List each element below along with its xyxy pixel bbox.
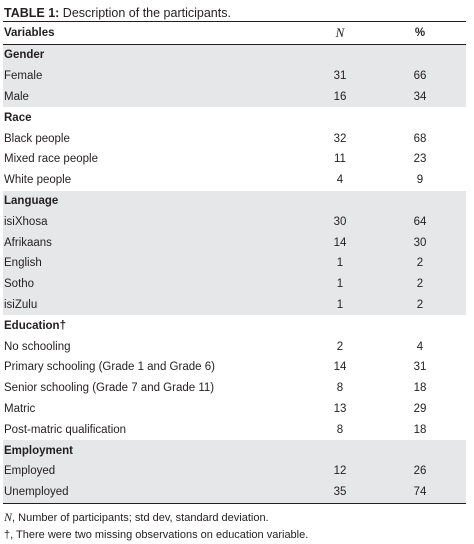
n-value: 13	[333, 402, 347, 415]
header-n	[300, 25, 380, 41]
percent-value: 64	[413, 215, 427, 228]
section-row	[3, 440, 466, 461]
section-row	[3, 107, 466, 128]
percent-value: 66	[413, 70, 427, 83]
table-row	[3, 87, 466, 108]
variable-label: English	[4, 257, 42, 270]
n-value: 31	[333, 70, 347, 83]
percent-value: 4	[416, 340, 424, 353]
variable-label: Primary schooling (Grade 1 and Grade 6)	[4, 361, 215, 374]
variable-label: Matric	[4, 402, 36, 415]
n-value: 8	[336, 382, 344, 395]
table-row	[3, 378, 466, 399]
percent-value: 23	[413, 153, 427, 166]
table-row	[3, 295, 466, 316]
table-header-row	[3, 22, 466, 45]
percent-value: 74	[413, 486, 427, 499]
percent-value: 30	[413, 236, 427, 249]
table-row	[3, 482, 466, 503]
n-value: 14	[333, 236, 347, 249]
n-value: 4	[336, 174, 344, 187]
table-caption-text: Description of the participants.	[59, 6, 231, 20]
n-value: 2	[336, 340, 344, 353]
n-value: 32	[333, 132, 347, 145]
variable-label: isiXhosa	[4, 215, 48, 228]
percent-value: 9	[416, 174, 424, 187]
percent-value: 29	[413, 402, 427, 415]
footnote-n	[4, 509, 308, 527]
table-caption-label: TABLE 1:	[4, 6, 60, 20]
table-row	[3, 253, 466, 274]
table-row	[3, 357, 466, 378]
variable-label: Black people	[4, 132, 70, 145]
percent-value: 18	[413, 423, 427, 436]
variable-label: Male	[4, 90, 29, 103]
n-value: 16	[333, 90, 347, 103]
percent-value: 18	[413, 382, 427, 395]
header-percent: %	[414, 27, 426, 39]
variable-label: No schooling	[4, 340, 71, 353]
footnote-n-text: , Number of participants; std dev, standard deviation.	[12, 512, 269, 524]
table-row	[3, 66, 466, 87]
section-label: Language	[4, 194, 59, 207]
percent-value: 34	[413, 90, 427, 103]
percent-value: 2	[416, 278, 424, 291]
section-row	[3, 191, 466, 212]
n-value: 35	[333, 486, 347, 499]
table-row	[3, 232, 466, 253]
n-value: 1	[336, 257, 344, 270]
n-value: 1	[336, 298, 344, 311]
table-row	[3, 128, 466, 149]
table-row	[3, 419, 466, 440]
variable-label: Female	[4, 70, 43, 83]
n-value: 14	[333, 361, 347, 374]
header-n-label: N	[335, 25, 345, 40]
variable-label: Afrikaans	[4, 236, 52, 249]
variable-label: Sotho	[4, 278, 35, 291]
n-value: 8	[336, 423, 344, 436]
table-row	[3, 461, 466, 482]
percent-value: 2	[416, 298, 424, 311]
table-row	[3, 399, 466, 420]
section-label: Race	[4, 111, 32, 124]
n-value: 30	[333, 215, 347, 228]
variable-label: Employed	[4, 465, 56, 478]
percent-value: 2	[416, 257, 424, 270]
variable-label: Mixed race people	[4, 153, 98, 166]
table-row	[3, 336, 466, 357]
footnote-n-symbol: N	[4, 510, 13, 524]
variable-label: White people	[4, 174, 72, 187]
table-footnotes	[4, 509, 308, 544]
table-row	[3, 274, 466, 295]
table-row	[3, 211, 466, 232]
section-row	[3, 45, 466, 66]
n-value: 12	[333, 465, 347, 478]
variable-label: Senior schooling (Grade 7 and Grade 11)	[4, 382, 215, 395]
footnote-dagger: †, There were two missing observations on education variable.	[4, 529, 309, 541]
section-label: Employment	[4, 444, 74, 457]
variable-label: Unemployed	[4, 486, 69, 499]
percent-value: 26	[413, 465, 427, 478]
section-label: Gender	[4, 49, 45, 62]
section-row	[3, 315, 466, 336]
variable-label: isiZulu	[4, 298, 38, 311]
section-label: Education†	[4, 319, 66, 332]
percent-value: 31	[413, 361, 427, 374]
n-value: 11	[334, 153, 346, 166]
participants-table	[3, 21, 466, 504]
table-body	[3, 45, 466, 503]
table-row	[3, 149, 466, 170]
table-row	[3, 170, 466, 191]
header-variables: Variables	[4, 27, 55, 39]
table-caption	[4, 5, 231, 21]
variable-label: Post-matric qualification	[4, 423, 127, 436]
n-value: 1	[336, 278, 344, 291]
percent-value: 68	[413, 132, 427, 145]
